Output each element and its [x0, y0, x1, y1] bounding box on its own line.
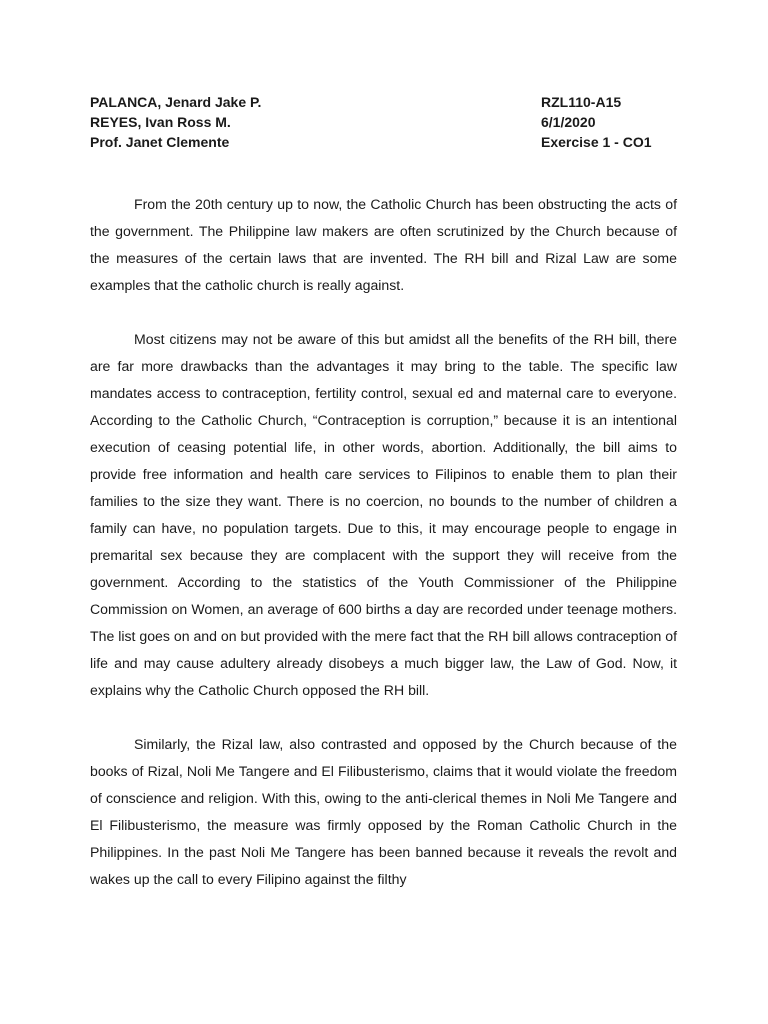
author-block	[90, 92, 261, 152]
paragraph-1: From the 20th century up to now, the Catholic Church has been obstructing the acts of the government. The Philippine law makers are often scrutinized by the Church because of the measures of the certain laws that are invented. The RH bill and Rizal Law are some examples that the catholic church is really against.	[90, 196, 677, 293]
paragraph-2: Most citizens may not be aware of this but amidst all the benefits of the RH bill, there are far more drawbacks than the advantages it may bring to the table. The specific law mandates access to contraception, fertility control, sexual ed and maternal care to everyone. According to the Catholic Church, “Contraception is corruption,” because it is an intentional execution of ceasing potential life, in other words, abortion. Additionally, the bill aims to provide free information and health care services to Filipinos to enable them to plan their families to the size they want. There is no coercion, no bounds to the number of children a family can have, no population targets. Due to this, it may encourage people to engage in premarital sex because they are complacent with the support they will receive from the government. According to the statistics of the Youth Commissioner of the Philippine Commission on Women, an average of 600 births a day are recorded under teenage mothers. The list goes on and on but provided with the mere fact that the RH bill allows contraception of life and may cause adultery already disobeys a much bigger law, the Law of God. Now, it explains why the Catholic Church opposed the RH bill.	[90, 331, 677, 698]
document-body	[90, 191, 677, 920]
course-code: RZL110-A15	[541, 94, 622, 110]
document-date: 6/1/2020	[541, 114, 596, 130]
author-name-2: REYES, Ivan Ross M.	[90, 114, 231, 130]
exercise-label: Exercise 1 - CO1	[541, 134, 652, 150]
course-block	[541, 92, 652, 152]
paragraph-3: Similarly, the Rizal law, also contrasted and opposed by the Church because of the books of Rizal, Noli Me Tangere and El Filibusterismo, claims that it would violate the freedom of conscience and religion. With this, owing to the anti-clerical themes in Noli Me Tangere and El Filibusterismo, the measure was firmly opposed by the Roman Catholic Church in the Philippines. In the past Noli Me Tangere has been banned because it reveals the revolt and wakes up the call to every Filipino against the filthy	[90, 736, 677, 887]
professor-name: Prof. Janet Clemente	[90, 134, 230, 150]
author-name-1: PALANCA, Jenard Jake P.	[90, 94, 262, 110]
